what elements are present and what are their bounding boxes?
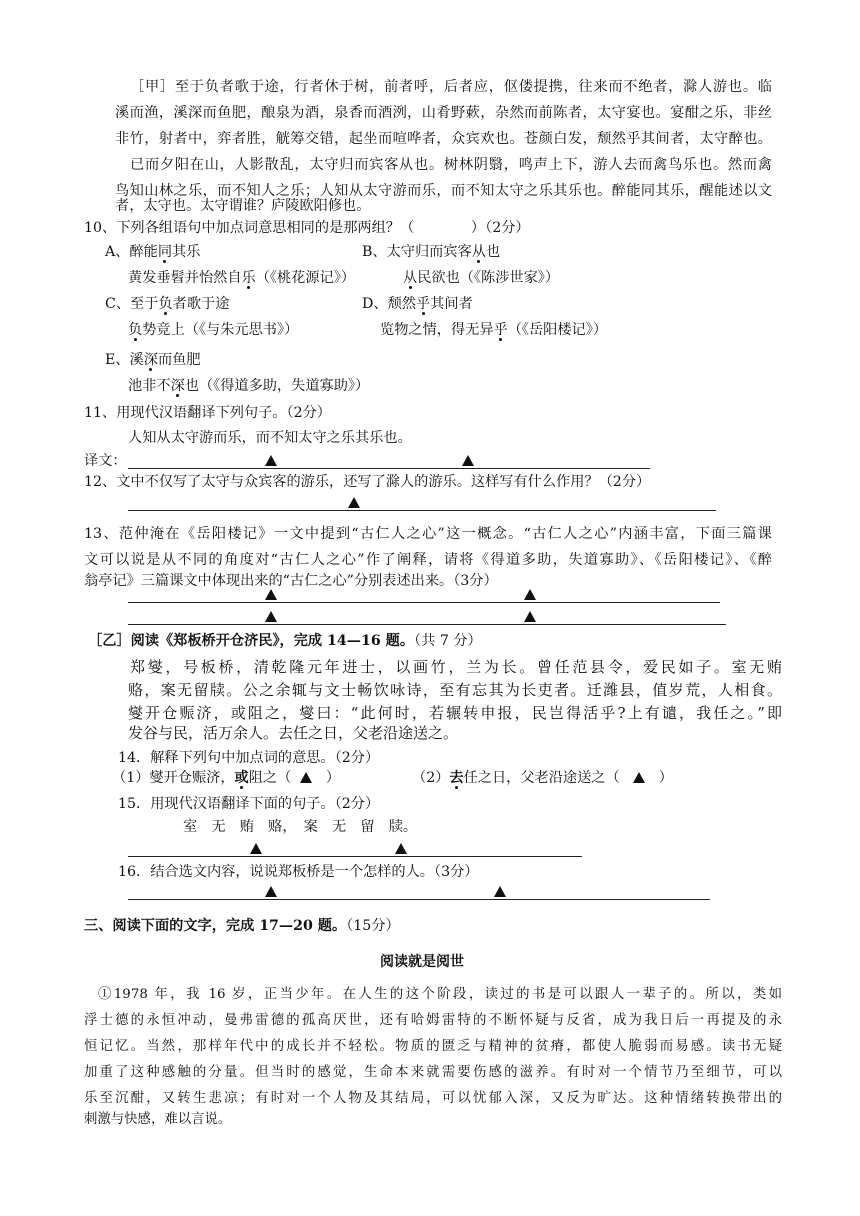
q15-answer-line[interactable] bbox=[128, 856, 582, 857]
q15-stem: 15．用现代汉语翻译下面的句子。（2分） bbox=[118, 796, 380, 812]
triangle-icon bbox=[524, 589, 536, 600]
triangle-icon bbox=[265, 886, 277, 897]
passage-line: 鸟知山林之乐，而不知人之乐；人知从太守游而乐，而不知太守之乐其乐也。醉能同其乐，醒能述以文 bbox=[115, 183, 772, 199]
section-3-heading: 三、阅读下面的文字，完成 17—20 题。（15分） bbox=[84, 918, 400, 934]
p1-line: 乐至沉酣，又转生悲凉；有时对一个人物及其结局，可以忧郁入深，又反为旷达。这种情绪转换带出的 bbox=[84, 1091, 782, 1106]
triangle-icon bbox=[395, 843, 407, 854]
triangle-icon bbox=[300, 772, 312, 783]
q16-answer-line[interactable] bbox=[128, 899, 710, 900]
q14-stem: 14．解释下列句中加点词的意思。（2分） bbox=[118, 750, 380, 766]
q11-label: 译文： bbox=[84, 453, 127, 469]
passage-line: 已而夕阳在山，人影散乱，太守归而宾客从也。树林阴翳，鸣声上下，游人去而禽鸟乐也。然而禽 bbox=[130, 157, 772, 173]
q12-answer-line[interactable] bbox=[128, 510, 716, 511]
q14-item-1: （1）燮开仓赈济，或阻之（ ） bbox=[112, 770, 341, 786]
q10-stem: 10、下列各组语句中加点词意思相同的是那两组？（ ）（2分） bbox=[84, 220, 530, 236]
triangle-icon bbox=[265, 611, 277, 622]
triangle-icon bbox=[524, 611, 536, 622]
article-title: 阅读就是阅世 bbox=[380, 954, 464, 970]
triangle-icon bbox=[462, 455, 474, 466]
passage-line: 非竹，射者中，弈者胜，觥筹交错，起坐而喧哗者，众宾欢也。苍颜白发，颓然乎其间者，太守醉也。 bbox=[115, 131, 772, 147]
q16-stem: 16．结合选文内容，说说郑板桥是一个怎样的人。（3分） bbox=[118, 864, 479, 880]
yi-line: 郑燮，号板桥，清乾隆元年进士，以画竹，兰为长。曾任范县令，爱民如子。室无贿 bbox=[130, 658, 782, 676]
triangle-icon bbox=[250, 843, 262, 854]
q10-option-d: D、颓然乎其间者 bbox=[362, 296, 473, 312]
passage-line: 者，太守也。太守谓谁？庐陵欧阳修也。 bbox=[115, 198, 371, 214]
triangle-icon bbox=[494, 886, 506, 897]
passage-line: ［甲］至于负者歌于途，行者休于树，前者呼，后者应，伛偻提携，往来而不绝者，滁人游也。临 bbox=[130, 79, 772, 95]
triangle-icon bbox=[348, 497, 360, 508]
triangle-icon bbox=[265, 589, 277, 600]
q10-option-a-ref: 黄发垂髫并怡然自乐（《桃花源记》） bbox=[128, 270, 356, 286]
q15-sentence: 室 无 贿 赂， 案 无 留 牍。 bbox=[183, 819, 418, 835]
q10-option-e-ref: 池非不深也（《得道多助，失道寡助》） bbox=[128, 378, 370, 394]
q10-option-d-ref: 览物之情，得无异乎（《岳阳楼记》） bbox=[380, 322, 608, 338]
yi-line: 发谷与民，活万余人。去任之日，父老沿途送之。 bbox=[128, 724, 459, 742]
triangle-icon bbox=[633, 772, 645, 783]
q12-stem: 12、文中不仅写了太守与众宾客的游乐，还写了滁人的游乐。这样写有什么作用？（2分） bbox=[84, 474, 651, 490]
section-yi-heading: ［乙］阅读《郑板桥开仓济民》，完成 14—16 题。（共 7 分） bbox=[88, 633, 482, 649]
yi-line: 燮开仓赈济，或阻之，燮曰：“此何时，若辗转申报，民岂得活乎?上有谴，我任之。”即 bbox=[128, 704, 782, 722]
q13-line: 翁亭记》三篇课文中体现出来的“古仁之心”分别表述出来。（3分） bbox=[84, 573, 498, 589]
q14-item-2: （2）去任之日，父老沿途送之（ ） bbox=[412, 770, 673, 786]
q10-option-c-ref: 负势竞上（《与朱元思书》） bbox=[128, 322, 299, 338]
q13-line: 13、范仲淹在《岳阳楼记》一文中提到“古仁人之心”这一概念。“古仁人之心”内涵丰富，下面三篇课 bbox=[84, 526, 772, 542]
q10-option-a: A、醉能同其乐 bbox=[105, 244, 201, 260]
q10-option-e: E、溪深而鱼肥 bbox=[105, 352, 201, 368]
q11-sentence: 人知从太守游而乐，而不知太守之乐其乐也。 bbox=[128, 430, 412, 446]
yi-line: 赂，案无留牍。公之余辄与文士畅饮咏诗，至有忘其为长吏者。迁潍县，值岁荒，人相食。 bbox=[128, 681, 782, 699]
q13-line: 文可以说是从不同的角度对“古仁人之心”作了阐释，请将《得道多助，失道寡助》、《岳阳楼记》、《醉 bbox=[84, 552, 772, 568]
passage-line: 溪而渔，溪深而鱼肥，酿泉为酒，泉香而酒洌，山肴野蔌，杂然而前陈者，太守宴也。宴酣之乐，非丝 bbox=[115, 105, 772, 121]
p1-line: 浮士德的永恒冲动，曼弗雷德的孤高厌世，还有哈姆雷特的不断怀疑与反省，成为我日后一再提及的永 bbox=[84, 1013, 782, 1028]
q10-option-c: C、至于负者歌于途 bbox=[105, 296, 230, 312]
q10-option-b: B、太守归而宾客从也 bbox=[362, 244, 501, 260]
p1-line: 刺激与快感，难以言说。 bbox=[84, 1112, 232, 1127]
p1-line: 加重了这种感触的分量。但当时的感觉，生命本来就需要伤感的滋养。有时对一个情节乃至细节，可以 bbox=[84, 1065, 782, 1080]
q11-stem: 11、用现代汉语翻译下列句子。（2分） bbox=[84, 405, 331, 421]
p1-line: ①1978 年，我 16 岁，正当少年。在人生的这个阶段，读过的书是可以跟人一辈子的。所以，类如 bbox=[98, 987, 782, 1002]
q13-answer-line[interactable] bbox=[128, 602, 720, 603]
triangle-icon bbox=[265, 455, 277, 466]
q10-option-b-ref: 从民欲也（《陈涉世家》） bbox=[403, 270, 560, 286]
q11-answer-line[interactable] bbox=[128, 468, 650, 469]
q13-answer-line[interactable] bbox=[128, 624, 726, 625]
p1-line: 恒记忆。当然，那样年代中的成长并不轻松。物质的匮乏与精神的贫瘠，都使人脆弱而易感。读书无疑 bbox=[84, 1039, 782, 1054]
